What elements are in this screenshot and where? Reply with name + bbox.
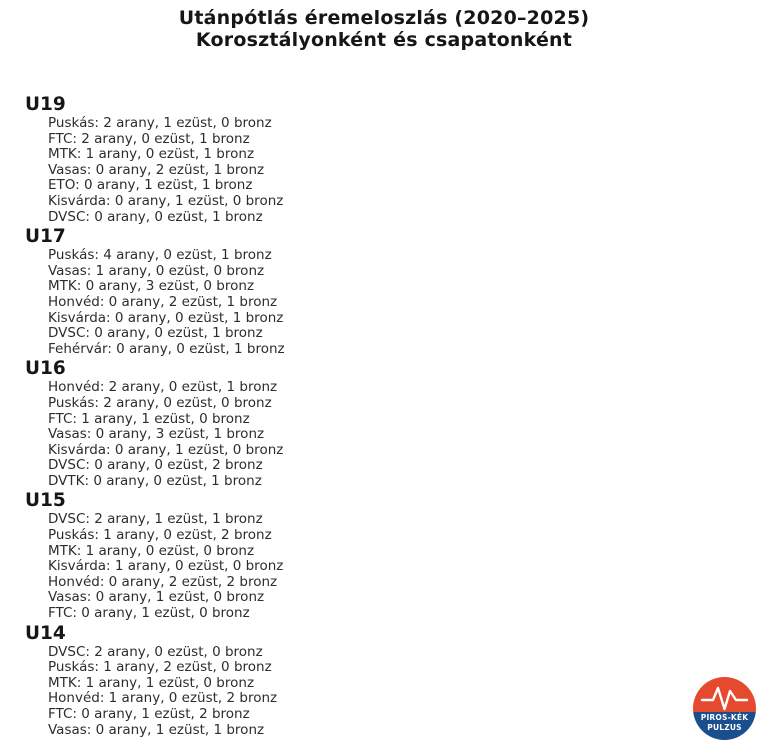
- medal-sections: [0, 93, 768, 738]
- team-medal-line: Kisvárda: 0 arany, 1 ezüst, 0 bronz: [48, 441, 284, 458]
- team-medal-line: FTC: 0 arany, 1 ezüst, 0 bronz: [48, 605, 250, 622]
- logo-text-line-1: PIROS-KÉK: [700, 712, 749, 722]
- team-medal-list: [48, 248, 768, 357]
- page-title: [0, 0, 768, 51]
- team-medal-line: Honvéd: 2 arany, 0 ezüst, 1 bronz: [48, 379, 278, 396]
- team-medal-line: Puskás: 4 arany, 0 ezüst, 1 bronz: [48, 247, 272, 264]
- team-medal-list: [48, 116, 768, 225]
- age-group-label: U16: [25, 358, 66, 380]
- team-medal-line: Fehérvár: 0 arany, 0 ezüst, 1 bronz: [48, 340, 285, 357]
- team-medal-line: DVSC: 0 arany, 0 ezüst, 1 bronz: [48, 325, 263, 342]
- age-group-section: [0, 93, 768, 225]
- team-medal-line: MTK: 0 arany, 3 ezüst, 0 bronz: [48, 278, 255, 295]
- team-medal-line: Puskás: 1 arany, 2 ezüst, 0 bronz: [48, 659, 272, 676]
- team-medal-line: Puskás: 1 arany, 0 ezüst, 2 bronz: [48, 527, 272, 544]
- age-group-section: [0, 489, 768, 621]
- pulse-ecg-icon: [693, 677, 756, 740]
- team-medal-line: Vasas: 0 arany, 1 ezüst, 0 bronz: [48, 589, 265, 606]
- logo-text-line-2: PULZUS: [707, 723, 742, 733]
- team-medal-line: Vasas: 0 arany, 1 ezüst, 1 bronz: [48, 721, 265, 738]
- title-line-2: Korosztályonként és csapatonként: [195, 29, 573, 51]
- team-medal-line: DVSC: 0 arany, 0 ezüst, 2 bronz: [48, 457, 263, 474]
- team-medal-line: DVTK: 0 arany, 0 ezüst, 1 bronz: [48, 472, 262, 489]
- team-medal-line: FTC: 0 arany, 1 ezüst, 2 bronz: [48, 706, 250, 722]
- team-medal-line: Honvéd: 0 arany, 2 ezüst, 2 bronz: [48, 573, 278, 590]
- team-medal-line: Honvéd: 0 arany, 2 ezüst, 1 bronz: [48, 293, 278, 310]
- age-group-label: U15: [25, 490, 66, 512]
- team-medal-line: Puskás: 2 arany, 1 ezüst, 0 bronz: [48, 115, 272, 131]
- team-medal-line: MTK: 1 arany, 0 ezüst, 0 bronz: [48, 542, 255, 559]
- team-medal-line: FTC: 1 arany, 1 ezüst, 0 bronz: [48, 410, 250, 427]
- age-group-label: U17: [25, 226, 66, 248]
- team-medal-line: Honvéd: 1 arany, 0 ezüst, 2 bronz: [48, 690, 278, 707]
- team-medal-line: DVSC: 2 arany, 1 ezüst, 1 bronz: [48, 511, 263, 528]
- team-medal-line: Kisvárda: 0 arany, 0 ezüst, 1 bronz: [48, 309, 284, 326]
- title-line-1: Utánpótlás éremeloszlás (2020–2025): [178, 7, 590, 29]
- team-medal-line: Vasas: 0 arany, 2 ezüst, 1 bronz: [48, 161, 265, 178]
- team-medal-line: FTC: 2 arany, 0 ezüst, 1 bronz: [48, 130, 250, 147]
- team-medal-line: Kisvárda: 1 arany, 0 ezüst, 0 bronz: [48, 558, 284, 575]
- team-medal-line: MTK: 1 arany, 1 ezüst, 0 bronz: [48, 674, 255, 691]
- team-medal-list: [48, 380, 768, 489]
- age-group-label: U19: [25, 94, 66, 115]
- team-medal-line: Vasas: 0 arany, 3 ezüst, 1 bronz: [48, 426, 265, 443]
- age-group-section: [0, 357, 768, 489]
- age-group-section: [0, 225, 768, 357]
- team-medal-list: [48, 645, 768, 739]
- age-group-section: [0, 622, 768, 739]
- team-medal-list: [48, 512, 768, 621]
- team-medal-line: Kisvárda: 0 arany, 1 ezüst, 0 bronz: [48, 192, 284, 209]
- team-medal-line: ETO: 0 arany, 1 ezüst, 1 bronz: [48, 177, 253, 194]
- team-medal-line: MTK: 1 arany, 0 ezüst, 1 bronz: [48, 146, 255, 163]
- team-medal-line: Vasas: 1 arany, 0 ezüst, 0 bronz: [48, 262, 265, 279]
- team-medal-line: DVSC: 0 arany, 0 ezüst, 1 bronz: [48, 208, 263, 225]
- team-medal-line: Puskás: 2 arany, 0 ezüst, 0 bronz: [48, 394, 272, 411]
- age-group-label: U14: [25, 622, 66, 644]
- logo-badge: [693, 677, 756, 740]
- team-medal-line: DVSC: 2 arany, 0 ezüst, 0 bronz: [48, 643, 263, 660]
